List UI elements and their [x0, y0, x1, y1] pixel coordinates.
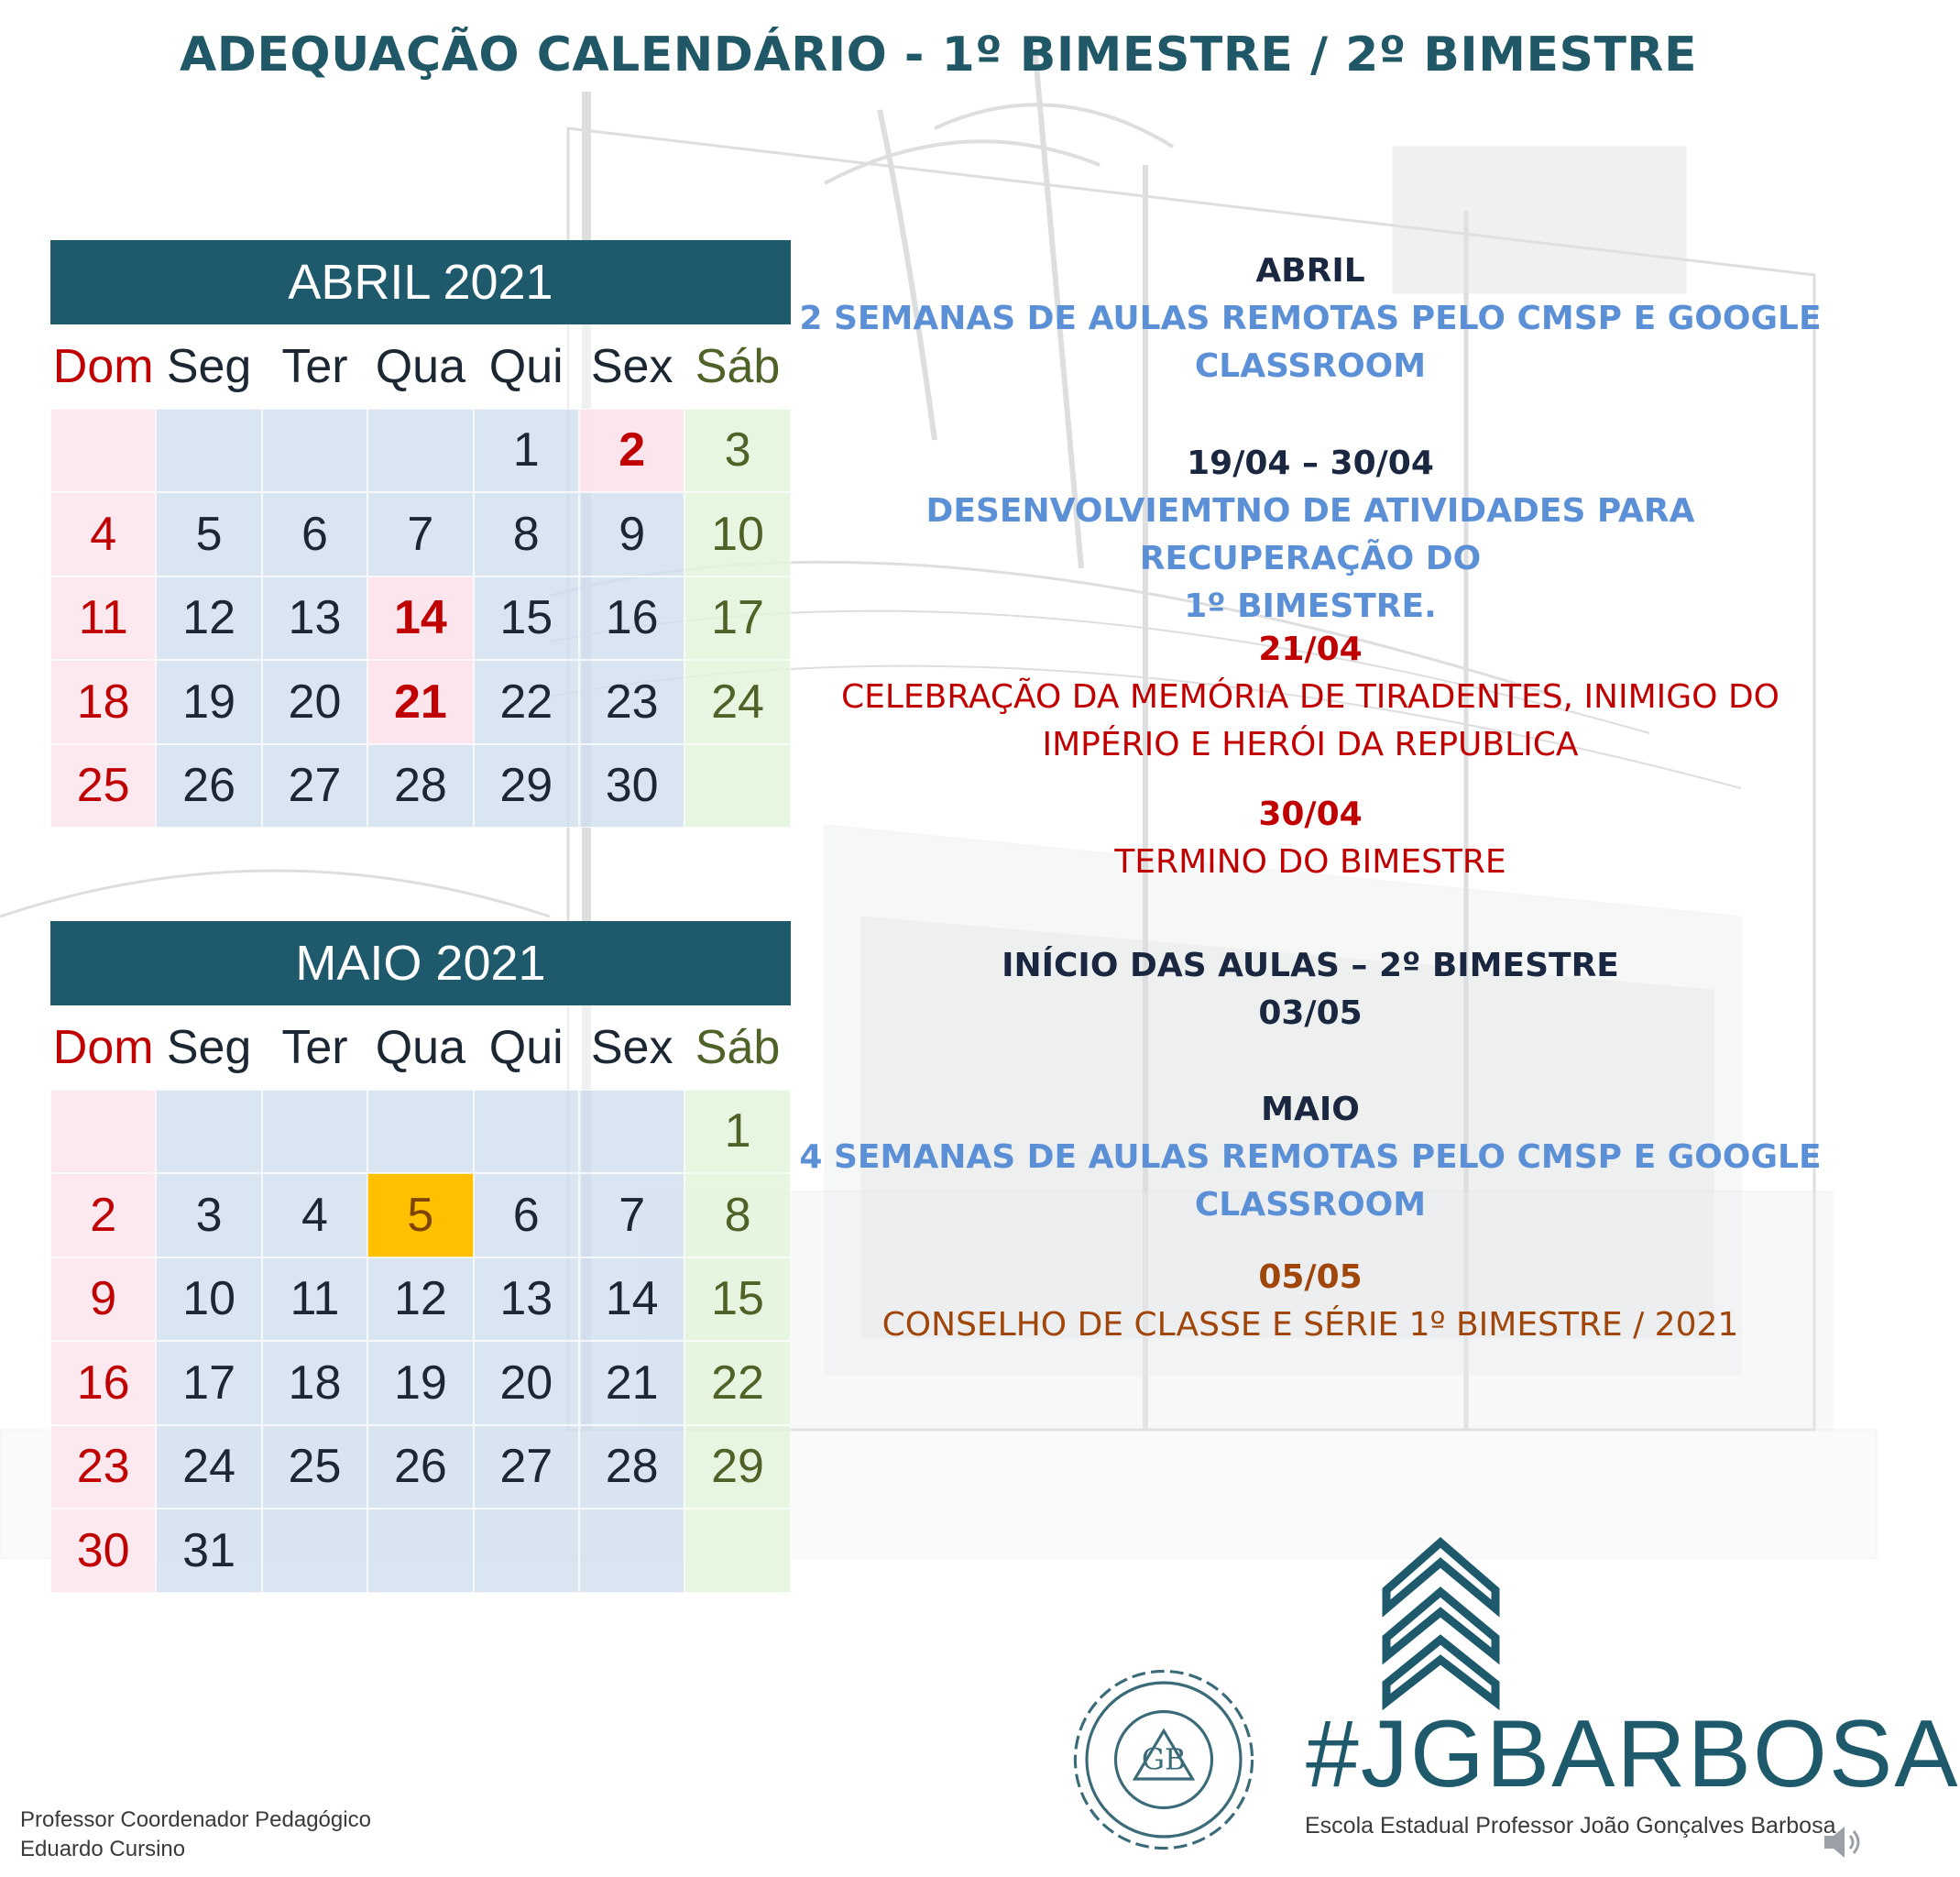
- calendar-day: 11: [50, 576, 156, 661]
- calendar-day: 29: [474, 744, 579, 829]
- april-calendar-header: ABRIL 2021: [50, 240, 791, 324]
- calendar-day: 15: [684, 1257, 790, 1342]
- note-council-text: CONSELHO DE CLASSE E SÉRIE 1º BIMESTRE / 2021: [881, 1306, 1739, 1344]
- calendar-day: 13: [474, 1257, 579, 1342]
- weekday-mon: Seg: [156, 1005, 261, 1090]
- calendar-day: 28: [367, 744, 473, 829]
- calendar-day: [367, 1090, 473, 1174]
- calendar-day: 1: [474, 409, 579, 493]
- calendar-day: [156, 409, 261, 493]
- page-title: ADEQUAÇÃO CALENDÁRIO - 1º BIMESTRE / 2º BIMESTRE: [180, 27, 1697, 82]
- calendar-day: 2: [50, 1173, 156, 1257]
- note-recovery-text-1: DESENVOLVIEMTNO DE ATIVIDADES PARA RECUPERAÇÃO DO: [925, 492, 1695, 577]
- calendar-day: [156, 1090, 261, 1174]
- calendar-day: [579, 1090, 684, 1174]
- weekday-mon: Seg: [156, 324, 261, 409]
- may-calendar-grid: [50, 1005, 791, 1593]
- calendar-day: [262, 1090, 367, 1174]
- calendar-day: 17: [684, 576, 790, 661]
- calendar-day: [262, 409, 367, 493]
- calendar-day: 29: [684, 1425, 790, 1509]
- calendar-day: [474, 1509, 579, 1593]
- calendar-day: [579, 1509, 684, 1593]
- calendar-day: 15: [474, 576, 579, 661]
- note-april: [797, 247, 1823, 390]
- calendar-day-holiday: 14: [367, 576, 473, 661]
- calendar-day: 4: [262, 1173, 367, 1257]
- seal-monogram: GB: [1141, 1743, 1187, 1777]
- calendar-day: 30: [50, 1509, 156, 1593]
- note-may-text-2: CLASSROOM: [1194, 1186, 1427, 1224]
- calendar-day-holiday: 21: [367, 660, 473, 744]
- calendar-day: 16: [579, 576, 684, 661]
- calendar-day: 8: [684, 1173, 790, 1257]
- weekday-tue: Ter: [262, 1005, 367, 1090]
- weekday-thu: Qui: [474, 1005, 579, 1090]
- calendar-day-holiday: 2: [579, 409, 684, 493]
- calendar-day: 22: [474, 660, 579, 744]
- note-april-text-1: 2 SEMANAS DE AULAS REMOTAS PELO CMSP E GOOGLE: [799, 300, 1822, 337]
- weekday-fri: Sex: [579, 324, 684, 409]
- calendar-day: 14: [579, 1257, 684, 1342]
- calendar-day: 20: [262, 660, 367, 744]
- may-calendar: [50, 921, 791, 1593]
- school-name: Escola Estadual Professor João Gonçalves Barbosa: [1305, 1813, 1836, 1839]
- note-tiradentes-text-2: IMPÉRIO E HERÓI DA REPUBLICA: [1042, 726, 1579, 763]
- calendar-day: 12: [156, 576, 261, 661]
- weekday-tue: Ter: [262, 324, 367, 409]
- calendar-day: 18: [50, 660, 156, 744]
- weekday-wed: Qua: [367, 324, 473, 409]
- coordinator-credit: [20, 1806, 371, 1864]
- note-start-date: 03/05: [1258, 994, 1363, 1032]
- weekday-wed: Qua: [367, 1005, 473, 1090]
- calendar-day: 20: [474, 1341, 579, 1425]
- april-calendar-grid: [50, 324, 791, 828]
- calendar-day: 3: [684, 409, 790, 493]
- weekday-sun: Dom: [50, 324, 156, 409]
- calendar-day: 4: [50, 492, 156, 576]
- note-council-date: 05/05: [1258, 1258, 1363, 1296]
- calendar-day: [367, 409, 473, 493]
- calendar-day: 24: [156, 1425, 261, 1509]
- note-end-of-term: [797, 791, 1823, 886]
- april-calendar: [50, 240, 791, 828]
- calendar-day: [684, 744, 790, 829]
- calendar-day: [684, 1509, 790, 1593]
- note-end-text: TERMINO DO BIMESTRE: [1114, 843, 1506, 881]
- calendar-day: 11: [262, 1257, 367, 1342]
- note-april-label: ABRIL: [1255, 252, 1365, 290]
- note-tiradentes: [797, 626, 1823, 769]
- calendar-day-council: 5: [367, 1173, 473, 1257]
- calendar-day: 10: [156, 1257, 261, 1342]
- calendar-day: 10: [684, 492, 790, 576]
- calendar-day: 25: [50, 744, 156, 829]
- calendar-day: 5: [156, 492, 261, 576]
- note-start-label: INÍCIO DAS AULAS – 2º BIMESTRE: [1002, 947, 1619, 984]
- weekday-sat: Sáb: [684, 324, 790, 409]
- weekday-thu: Qui: [474, 324, 579, 409]
- calendar-day: 26: [367, 1425, 473, 1509]
- note-may: [797, 1086, 1823, 1229]
- calendar-day: 19: [156, 660, 261, 744]
- may-calendar-header: MAIO 2021: [50, 921, 791, 1005]
- weekday-sat: Sáb: [684, 1005, 790, 1090]
- calendar-day: 24: [684, 660, 790, 744]
- coordinator-name: Eduardo Cursino: [20, 1837, 186, 1861]
- calendar-day: 27: [262, 744, 367, 829]
- speaker-audio-icon[interactable]: [1819, 1819, 1865, 1865]
- calendar-day: 22: [684, 1341, 790, 1425]
- calendar-day: 13: [262, 576, 367, 661]
- calendar-day: [474, 1090, 579, 1174]
- note-recovery-text-2: 1º BIMESTRE.: [1184, 587, 1437, 625]
- note-start-2nd-term: [797, 942, 1823, 1037]
- school-seal-logo: [1068, 1663, 1260, 1856]
- calendar-day: 18: [262, 1341, 367, 1425]
- hashtag-brand: #JGBARBOSA: [1306, 1701, 1960, 1807]
- calendar-day: 25: [262, 1425, 367, 1509]
- note-april-text-2: CLASSROOM: [1194, 347, 1427, 385]
- calendar-day: 1: [684, 1090, 790, 1174]
- weekday-fri: Sex: [579, 1005, 684, 1090]
- calendar-day: [367, 1509, 473, 1593]
- calendar-day: 6: [262, 492, 367, 576]
- calendar-day: [262, 1509, 367, 1593]
- calendar-day: 26: [156, 744, 261, 829]
- calendar-day: 16: [50, 1341, 156, 1425]
- calendar-day: 19: [367, 1341, 473, 1425]
- calendar-day: 9: [579, 492, 684, 576]
- note-end-date: 30/04: [1258, 796, 1363, 833]
- calendar-day: 12: [367, 1257, 473, 1342]
- calendar-day: 7: [579, 1173, 684, 1257]
- weekday-sun: Dom: [50, 1005, 156, 1090]
- calendar-day: [50, 1090, 156, 1174]
- calendar-day: 23: [579, 660, 684, 744]
- calendar-day: 23: [50, 1425, 156, 1509]
- note-recovery-date: 19/04 – 30/04: [1187, 445, 1434, 482]
- calendar-day: [50, 409, 156, 493]
- calendar-day: 31: [156, 1509, 261, 1593]
- calendar-day: 17: [156, 1341, 261, 1425]
- calendar-day: 28: [579, 1425, 684, 1509]
- calendar-day: 30: [579, 744, 684, 829]
- note-may-text-1: 4 SEMANAS DE AULAS REMOTAS PELO CMSP E GOOGLE: [799, 1138, 1822, 1176]
- calendar-day: 7: [367, 492, 473, 576]
- chevron-up-logo-icon: [1379, 1535, 1503, 1705]
- calendar-day: 3: [156, 1173, 261, 1257]
- calendar-day: 6: [474, 1173, 579, 1257]
- note-tiradentes-date: 21/04: [1258, 631, 1363, 668]
- note-may-label: MAIO: [1261, 1091, 1360, 1128]
- calendar-day: 21: [579, 1341, 684, 1425]
- calendar-day: 8: [474, 492, 579, 576]
- calendar-day: 9: [50, 1257, 156, 1342]
- note-recovery: [797, 440, 1823, 631]
- coordinator-role: Professor Coordenador Pedagógico: [20, 1807, 371, 1832]
- note-tiradentes-text-1: CELEBRAÇÃO DA MEMÓRIA DE TIRADENTES, INIMIGO DO: [840, 678, 1780, 716]
- calendar-day: 27: [474, 1425, 579, 1509]
- note-council: [797, 1254, 1823, 1349]
